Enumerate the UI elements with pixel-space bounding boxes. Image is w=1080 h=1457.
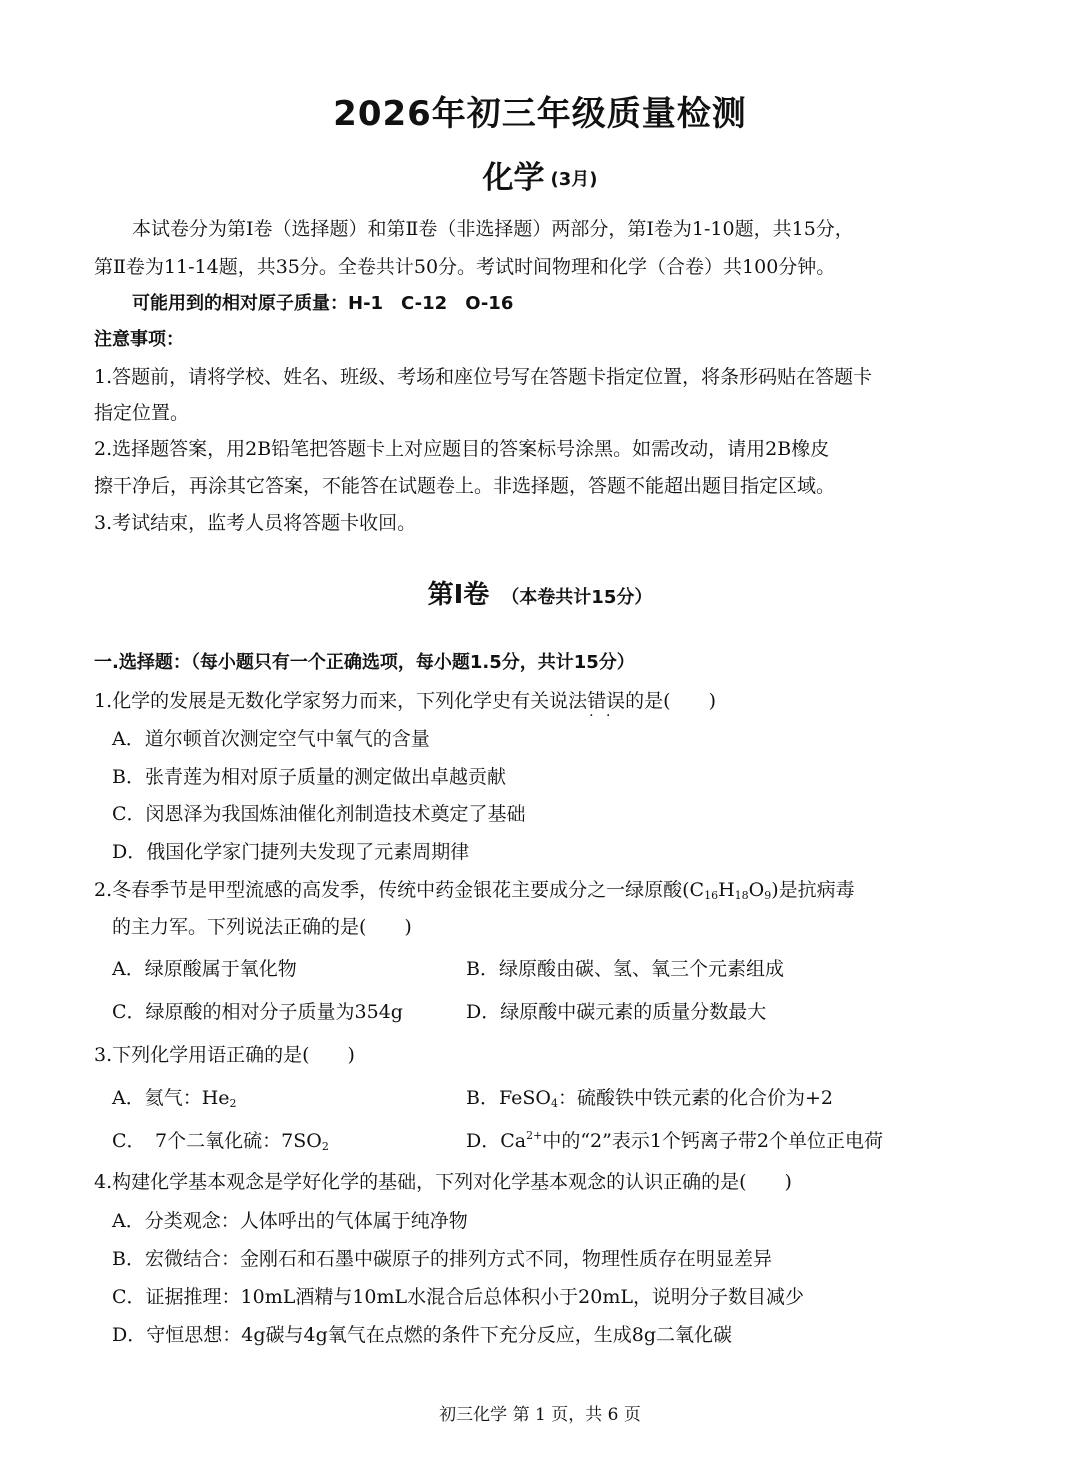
q2-o-count: 9 <box>764 889 772 902</box>
subject-name: 化学 <box>482 160 545 196</box>
q3-option-c <box>112 1126 329 1153</box>
q2-option-d: D．绿原酸中碳元素的质量分数最大 <box>466 1001 767 1023</box>
q3-b-text: B．FeSO <box>466 1087 551 1109</box>
q3-option-b <box>466 1083 833 1110</box>
q2-stem-text-b: )是抗病毒 <box>771 879 855 901</box>
q2-stem-c: 的主力军。下列说法正确的是( ) <box>112 916 412 938</box>
part-heading: 一.选择题：（每小题只有一个正确选项，每小题1.5分，共计15分） <box>94 652 635 673</box>
q3-option-d <box>466 1126 883 1153</box>
q1-stem-end: 的是( ) <box>625 690 716 712</box>
q1-option-d: D．俄国化学家门捷列夫发现了元素周期律 <box>112 841 470 863</box>
q2-option-a: A．绿原酸属于氧化物 <box>112 958 297 980</box>
q3-c-text: C． 7个二氧化硫：7SO <box>112 1130 322 1152</box>
notice-item-1a: 1.答题前，请将学校、姓名、班级、考场和座位号写在答题卡指定位置，将条形码贴在答题卡 <box>94 366 873 388</box>
q3-d-sup: 2+ <box>526 1129 543 1142</box>
section-title <box>0 574 1080 611</box>
q3-option-a <box>112 1083 237 1110</box>
atomic-masses: 可能用到的相对原子质量：H-1 C-12 O-16 <box>132 293 514 314</box>
q2-option-b: B．绿原酸由碳、氢、氧三个元素组成 <box>466 958 784 980</box>
q2-c-count: 16 <box>704 889 719 902</box>
notice-item-3: 3.考试结束，监考人员将答题卡收回。 <box>94 512 417 534</box>
exam-title: 2026年初三年级质量检测 <box>333 94 747 134</box>
exam-month: (3月) <box>550 169 598 190</box>
q3-b-text-end: ：硫酸铁中铁元素的化合价为+2 <box>557 1087 833 1109</box>
section-name: 第Ⅰ卷 <box>427 580 490 610</box>
subject-title <box>0 152 1080 197</box>
q4-option-a: A．分类观念：人体呼出的气体属于纯净物 <box>112 1210 468 1232</box>
q2-o-symbol: O <box>748 879 765 901</box>
q1-stem <box>94 686 716 713</box>
q4-option-b: B．宏微结合：金刚石和石墨中碳原子的排列方式不同，物理性质存在明显差异 <box>112 1248 772 1270</box>
q3-stem: 3.下列化学用语正确的是( ) <box>94 1044 355 1066</box>
q3-d-text: D．Ca <box>466 1130 527 1152</box>
q3-a-text: A．氦气：He <box>112 1087 230 1109</box>
q1-option-a: A．道尔顿首次测定空气中氧气的含量 <box>112 728 430 750</box>
page-footer: 初三化学 第 1 页，共 6 页 <box>439 1405 641 1425</box>
q2-h-symbol: H <box>718 879 735 901</box>
q1-option-c: C．闵恩泽为我国炼油催化剂制造技术奠定了基础 <box>112 803 526 825</box>
q1-emphasis: 错误 · · <box>587 690 625 712</box>
q1-stem-text: 1.化学的发展是无数化学家努力而来，下列化学史有关说法 <box>94 690 588 712</box>
q4-option-d: D．守恒思想：4g碳与4g氧气在点燃的条件下充分反应，生成8g二氧化碳 <box>112 1324 732 1346</box>
q2-h-count: 18 <box>734 889 749 902</box>
q4-option-c: C．证据推理：10mL酒精与10mL水混合后总体积小于20mL，说明分子数目减少 <box>112 1286 804 1308</box>
notice-item-1b: 指定位置。 <box>94 402 190 424</box>
q3-b-sub: 4 <box>550 1097 558 1110</box>
notice-heading: 注意事项： <box>94 329 184 350</box>
q3-d-text-end: 中的“2”表示1个钙离子带2个单位正电荷 <box>542 1130 884 1152</box>
intro-line-1: 本试卷分为第Ⅰ卷（选择题）和第Ⅱ卷（非选择题）两部分，第Ⅰ卷为1-10题，共15分， <box>132 218 854 240</box>
q2-stem <box>94 875 855 902</box>
q3-c-sub: 2 <box>321 1140 329 1153</box>
q2-option-c: C．绿原酸的相对分子质量为354g <box>112 1001 403 1023</box>
q1-option-b: B．张青莲为相对原子质量的测定做出卓越贡献 <box>112 766 506 788</box>
notice-item-2a: 2.选择题答案，用2B铅笔把答题卡上对应题目的答案标号涂黑。如需改动，请用2B橡皮 <box>94 438 830 460</box>
section-note: （本卷共计15分） <box>501 587 653 608</box>
q2-stem-text: 2.冬春季节是甲型流感的高发季，传统中药金银花主要成分之一绿原酸(C <box>94 879 705 901</box>
intro-line-2: 第Ⅱ卷为11-14题，共35分。全卷共计50分。考试时间物理和化学（合卷）共100分钟。 <box>94 256 836 278</box>
notice-item-2b: 擦干净后，再涂其它答案，不能答在试题卷上。非选择题，答题不能超出题目指定区域。 <box>94 475 836 497</box>
q4-stem: 4.构建化学基本观念是学好化学的基础，下列对化学基本观念的认识正确的是( ) <box>94 1171 792 1193</box>
q3-a-sub: 2 <box>229 1097 237 1110</box>
